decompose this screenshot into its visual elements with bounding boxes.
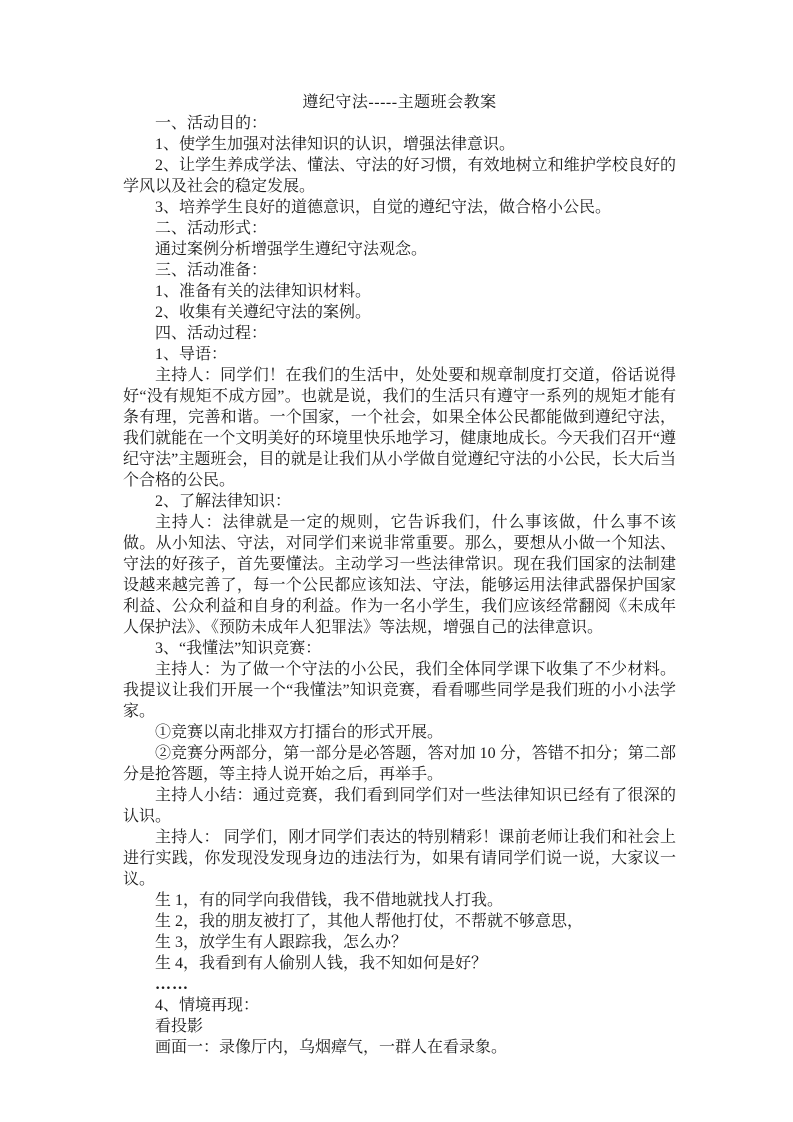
paragraph: 四、活动过程： [155,325,268,342]
paragraph: 一、活动目的： [155,115,268,132]
paragraph: 看投影 [155,1018,204,1035]
paragraph: ②竞赛分两部分，第一部分是必答题，答对加 10 分，答错不扣分；第二部分是抢答题，等主持人说开始之后，再举手。 [123,745,676,783]
paragraph: 2、让学生养成学法、懂法、守法的好习惯，有效地树立和维护学校良好的学风以及社会的稳定发展。 [123,157,676,195]
paragraph: 生 4，我看到有人偷别人钱，我不知如何是好？ [155,955,488,972]
paragraph: 主持人：法律就是一定的规则，它告诉我们，什么事该做，什么事不该做。从小知法、守法，对同学们来说非常重要。那么，要想从小做一个知法、守法的好孩子，首先要懂法。主动学习一些法律常识。现在我们国家的法制建设越来越完善了，每一个公民都应该知法、守法，能够运用法律武器保护国家利益、公众利益和自身的利益。作为一名小学生，我们应该经常翻阅《未成年人保护法》、《预防未成年人犯罪法》等法规，增强自己的法律意识。 [123,514,676,636]
paragraph: 4、情境再现： [155,997,260,1014]
document-title: 遵纪守法-----主题班会教案 [302,94,497,111]
paragraph: 3、“我懂法”知识竞赛： [155,640,322,657]
paragraph: 1、导语： [155,346,228,363]
paragraph: 主持人： 同学们，刚才同学们表达的特别精彩！课前老师让我们和社会上进行实践，你发现没发现身边的违法行为，如果有请同学们说一说，大家议一议。 [123,829,676,888]
paragraph: 通过案例分析增强学生遵纪守法观念。 [155,241,428,258]
paragraph: 1、使学生加强对法律知识的认识，增强法律意识。 [155,136,516,153]
paragraph: 生 2，我的朋友被打了，其他人帮他打仗，不帮就不够意思， [155,913,584,930]
paragraph: 3、培养学生良好的道德意识，自觉的遵纪守法，做合格小公民。 [155,199,612,216]
paragraph: ①竞赛以南北排双方打擂台的形式开展。 [155,724,444,741]
paragraph: 生 1，有的同学向我借钱，我不借地就找人打我。 [155,892,504,909]
paragraph: 2、了解法律知识： [155,493,292,510]
paragraph: 三、活动准备： [155,262,268,279]
paragraph: 主持人：为了做一个守法的小公民，我们全体同学课下收集了不少材料。我提议让我们开展一个“我懂法”知识竞赛，看看哪些同学是我们班的小小法学家。 [123,661,676,720]
paragraph: 二、活动形式： [155,220,268,237]
document-body [123,113,676,1058]
paragraph: …… [155,976,189,993]
paragraph: 画面一：录像厅内，乌烟瘴气，一群人在看录象。 [155,1039,508,1056]
paragraph: 主持人：同学们！在我们的生活中，处处要和规章制度打交道，俗话说得好“没有规矩不成方园”。也就是说，我们的生活只有遵守一系列的规矩才能有条有理，完善和谐。一个国家，一个社会，如果全体公民都能做到遵纪守法，我们就能在一个文明美好的环境里快乐地学习，健康地成长。今天我们召开“遵纪守法”主题班会，目的就是让我们从小学做自觉遵纪守法的小公民，长大后当个合格的公民。 [123,367,676,489]
paragraph: 1、准备有关的法律知识材料。 [155,283,372,300]
paragraph: 2、收集有关遵纪守法的案例。 [155,304,372,321]
paragraph: 主持人小结：通过竞赛，我们看到同学们对一些法律知识已经有了很深的认识。 [123,787,676,825]
paragraph: 生 3，放学生有人跟踪我，怎么办？ [155,934,408,951]
